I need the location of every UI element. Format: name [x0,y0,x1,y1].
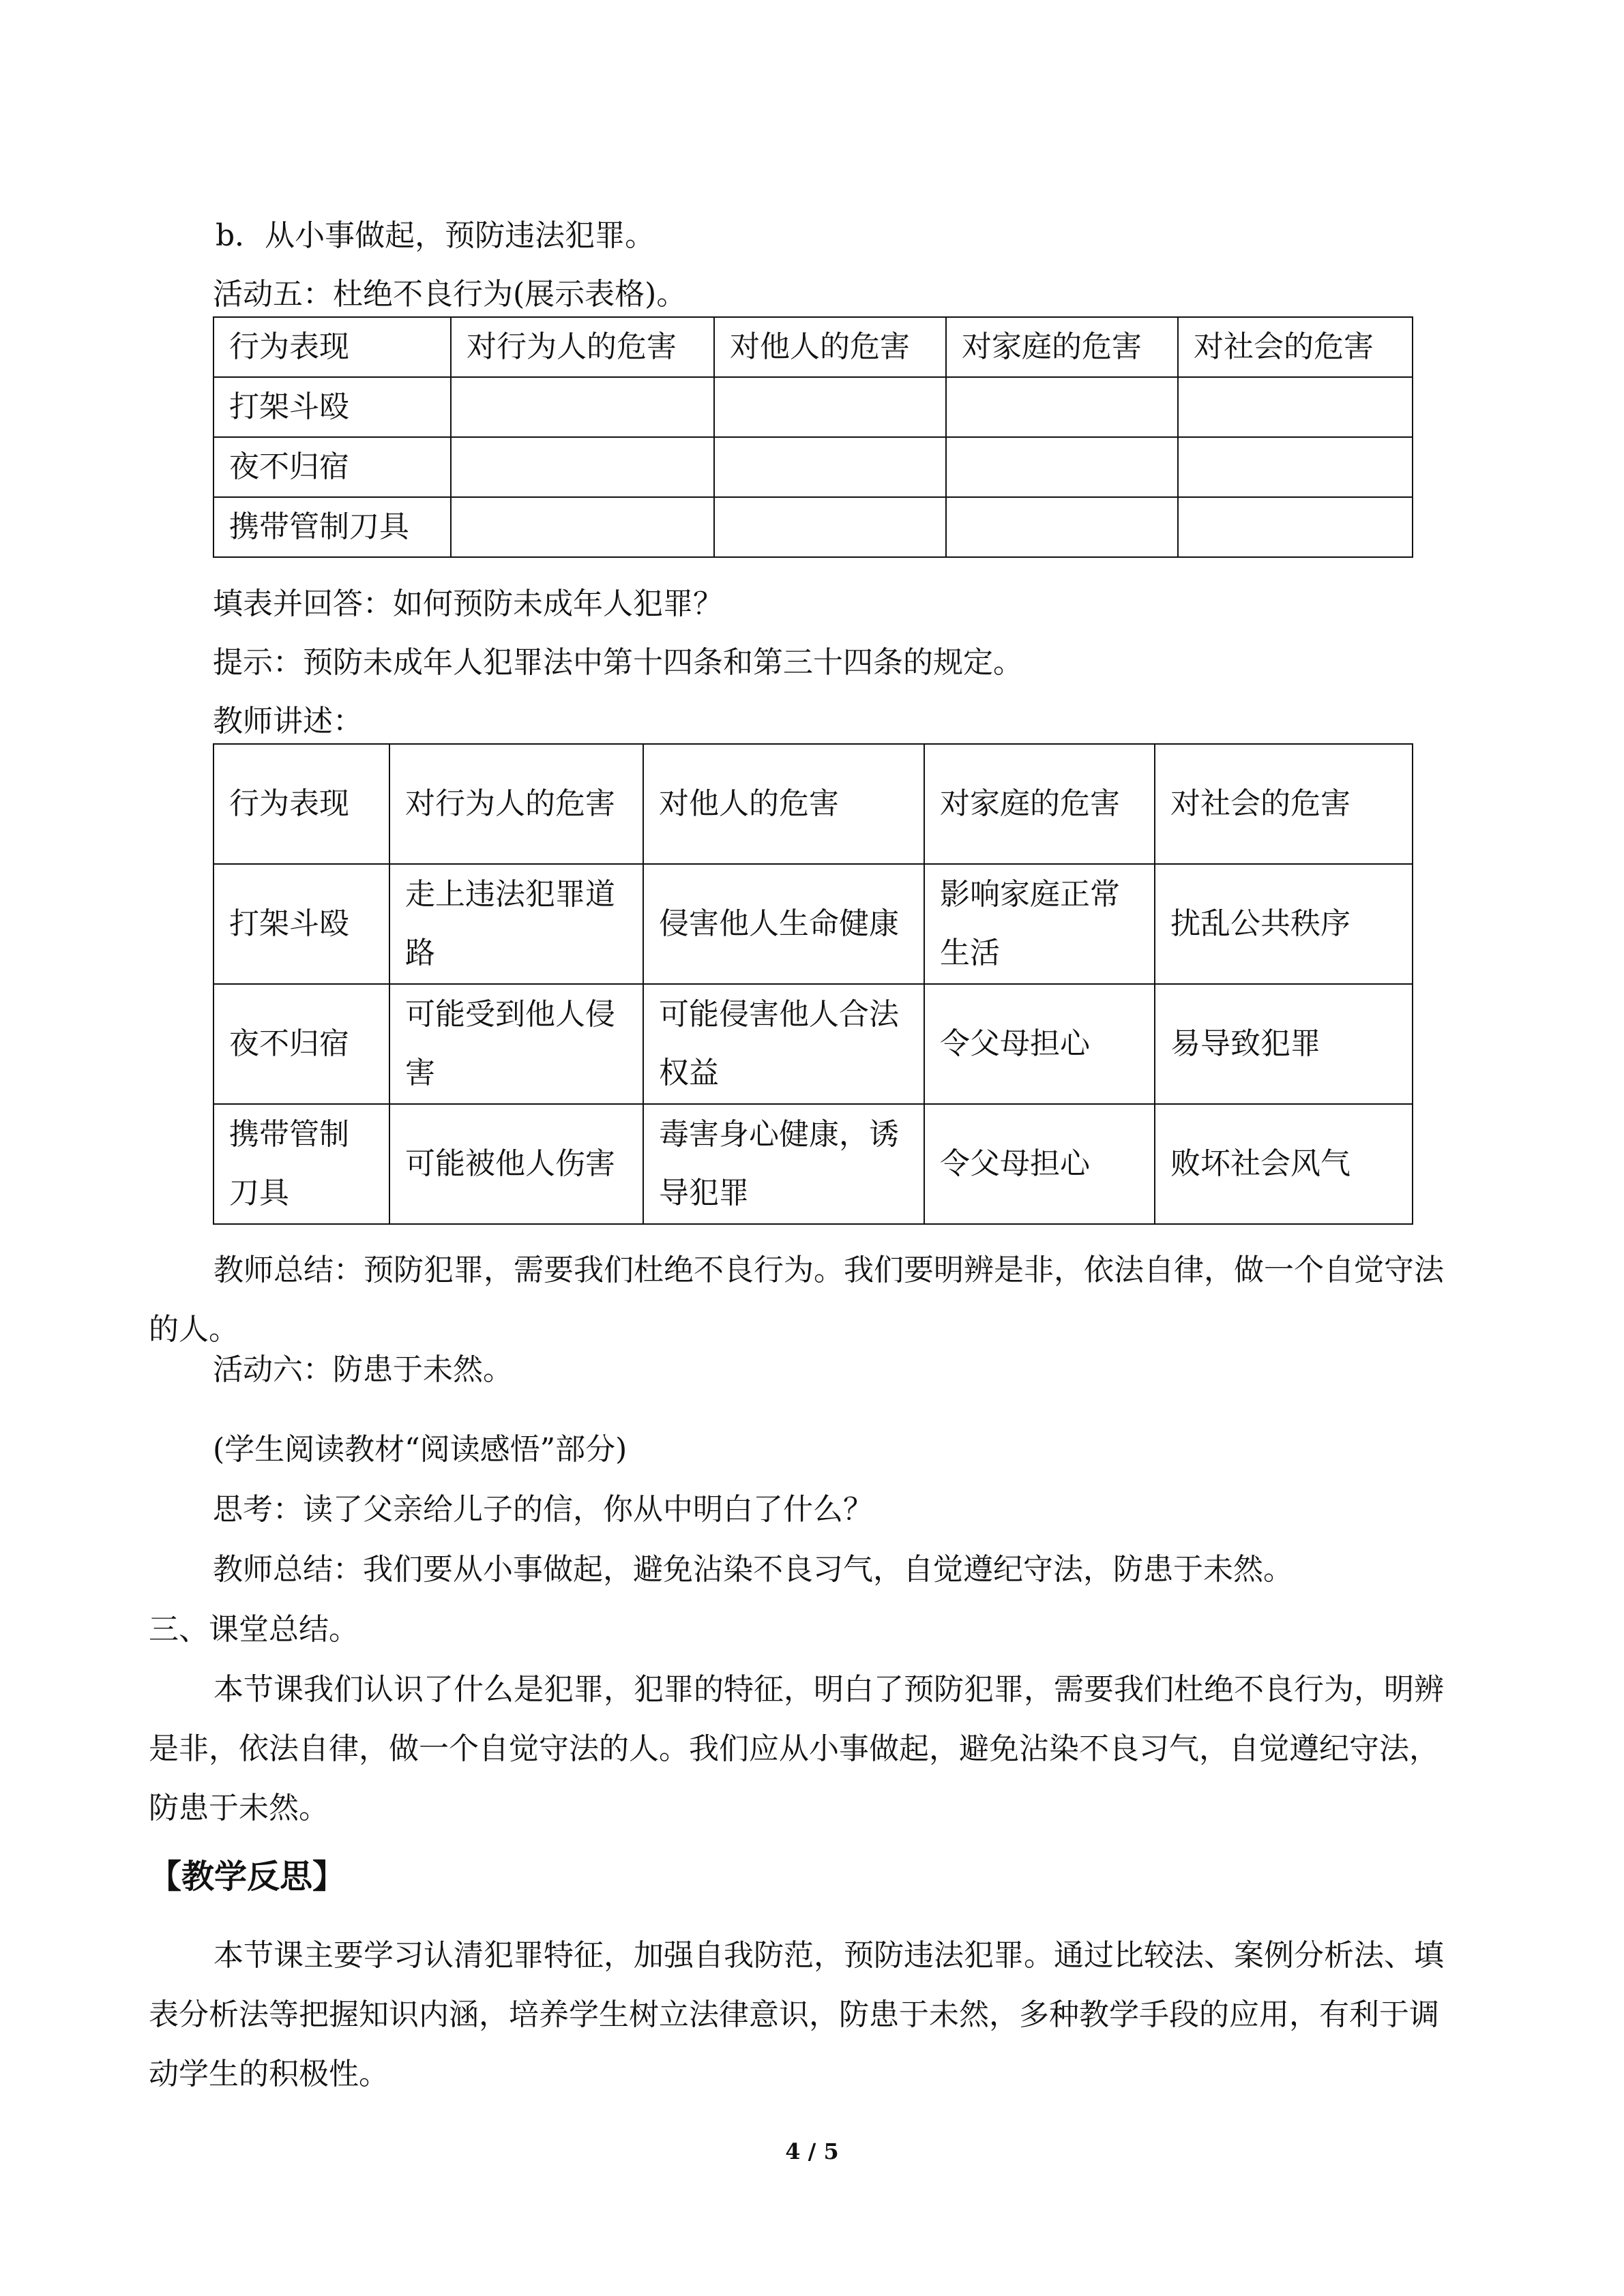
table-header-cell: 对他人的危害 [643,744,924,864]
table-cell [451,437,714,497]
table-cell [946,377,1178,437]
student-read-text: (学生阅读教材“阅读感悟”部分) [213,1432,628,1467]
teacher-explain-label: 教师讲述： [213,704,363,739]
table-cell [1178,437,1413,497]
table-cell [714,497,946,557]
table-cell: 走上违法犯罪道路 [389,864,643,984]
reflection-heading: 【教学反思】 [149,1858,346,1896]
table-header-cell: 行为表现 [213,744,389,864]
table-header-row [213,317,1413,377]
table-cell: 可能被他人伤害 [389,1104,643,1224]
table-header-cell: 对家庭的危害 [924,744,1155,864]
class-summary-paragraph: 本节课我们认识了什么是犯罪，犯罪的特征，明白了预防犯罪，需要我们杜绝不良行为，明辨是非，依法自律，做一个自觉守法的人。我们应从小事做起，避免沾染不良习气，自觉遵纪守法，防患于未然。 [149,1672,1444,1825]
behavior-table-blank [213,316,1413,558]
table-cell: 易导致犯罪 [1155,984,1413,1104]
table-header-cell: 对家庭的危害 [946,317,1178,377]
table-cell: 夜不归宿 [213,984,389,1104]
table-row [213,984,1413,1104]
table-row [213,497,1413,557]
activity-five-title: 活动五：杜绝不良行为(展示表格)。 [213,277,687,312]
page-number: 4 / 5 [785,2138,839,2164]
table-cell: 侵害他人生命健康 [643,864,924,984]
table-cell: 令父母担心 [924,984,1155,1104]
reflection-paragraph: 本节课主要学习认清犯罪特征，加强自我防范，预防违法犯罪。通过比较法、案例分析法、填表分析法等把握知识内涵，培养学生树立法律意识，防患于未然，多种教学手段的应用，有利于调动学生的积极性。 [149,1938,1444,2091]
table-header-cell: 行为表现 [213,317,451,377]
table-cell: 携带管制刀具 [213,497,451,557]
table-cell: 令父母担心 [924,1104,1155,1224]
table-cell: 败坏社会风气 [1155,1104,1413,1224]
activity-six-title: 活动六：防患于未然。 [213,1352,513,1387]
table-cell [714,437,946,497]
table-cell [451,497,714,557]
table-cell: 毒害身心健康，诱导犯罪 [643,1104,924,1224]
section-three-heading: 三、课堂总结。 [149,1612,359,1647]
teacher-summary-paragraph: 教师总结：预防犯罪，需要我们杜绝不良行为。我们要明辨是非，依法自律，做一个自觉守法的人。 [149,1253,1444,1347]
table-header-cell: 对他人的危害 [714,317,946,377]
hint-text: 提示：预防未成年人犯罪法中第十四条和第三十四条的规定。 [213,645,1023,680]
table-cell [1178,377,1413,437]
fill-question-text: 填表并回答：如何预防未成年人犯罪？ [213,586,723,621]
behavior-table-answers [213,743,1413,1225]
table-cell [714,377,946,437]
think-question: 思考：读了父亲给儿子的信，你从中明白了什么？ [213,1492,873,1527]
table-cell [946,497,1178,557]
table-row [213,437,1413,497]
table-row [213,864,1413,984]
teacher-summary-line: 教师总结：我们要从小事做起，避免沾染不良习气，自觉遵纪守法，防患于未然。 [213,1552,1293,1587]
table-row [213,1104,1413,1224]
table-cell [946,437,1178,497]
table-cell [1178,497,1413,557]
table-cell: 打架斗殴 [213,864,389,984]
table-cell [451,377,714,437]
point-b-text: b．从小事做起，预防违法犯罪。 [216,218,655,253]
table-header-cell: 对行为人的危害 [389,744,643,864]
table-cell: 夜不归宿 [213,437,451,497]
table-cell: 扰乱公共秩序 [1155,864,1413,984]
table-header-row [213,744,1413,864]
table-header-cell: 对行为人的危害 [451,317,714,377]
table-cell: 可能侵害他人合法权益 [643,984,924,1104]
table-cell: 携带管制刀具 [213,1104,389,1224]
table-row [213,377,1413,437]
table-header-cell: 对社会的危害 [1178,317,1413,377]
table-header-cell: 对社会的危害 [1155,744,1413,864]
table-cell: 打架斗殴 [213,377,451,437]
table-cell: 影响家庭正常生活 [924,864,1155,984]
table-cell: 可能受到他人侵害 [389,984,643,1104]
